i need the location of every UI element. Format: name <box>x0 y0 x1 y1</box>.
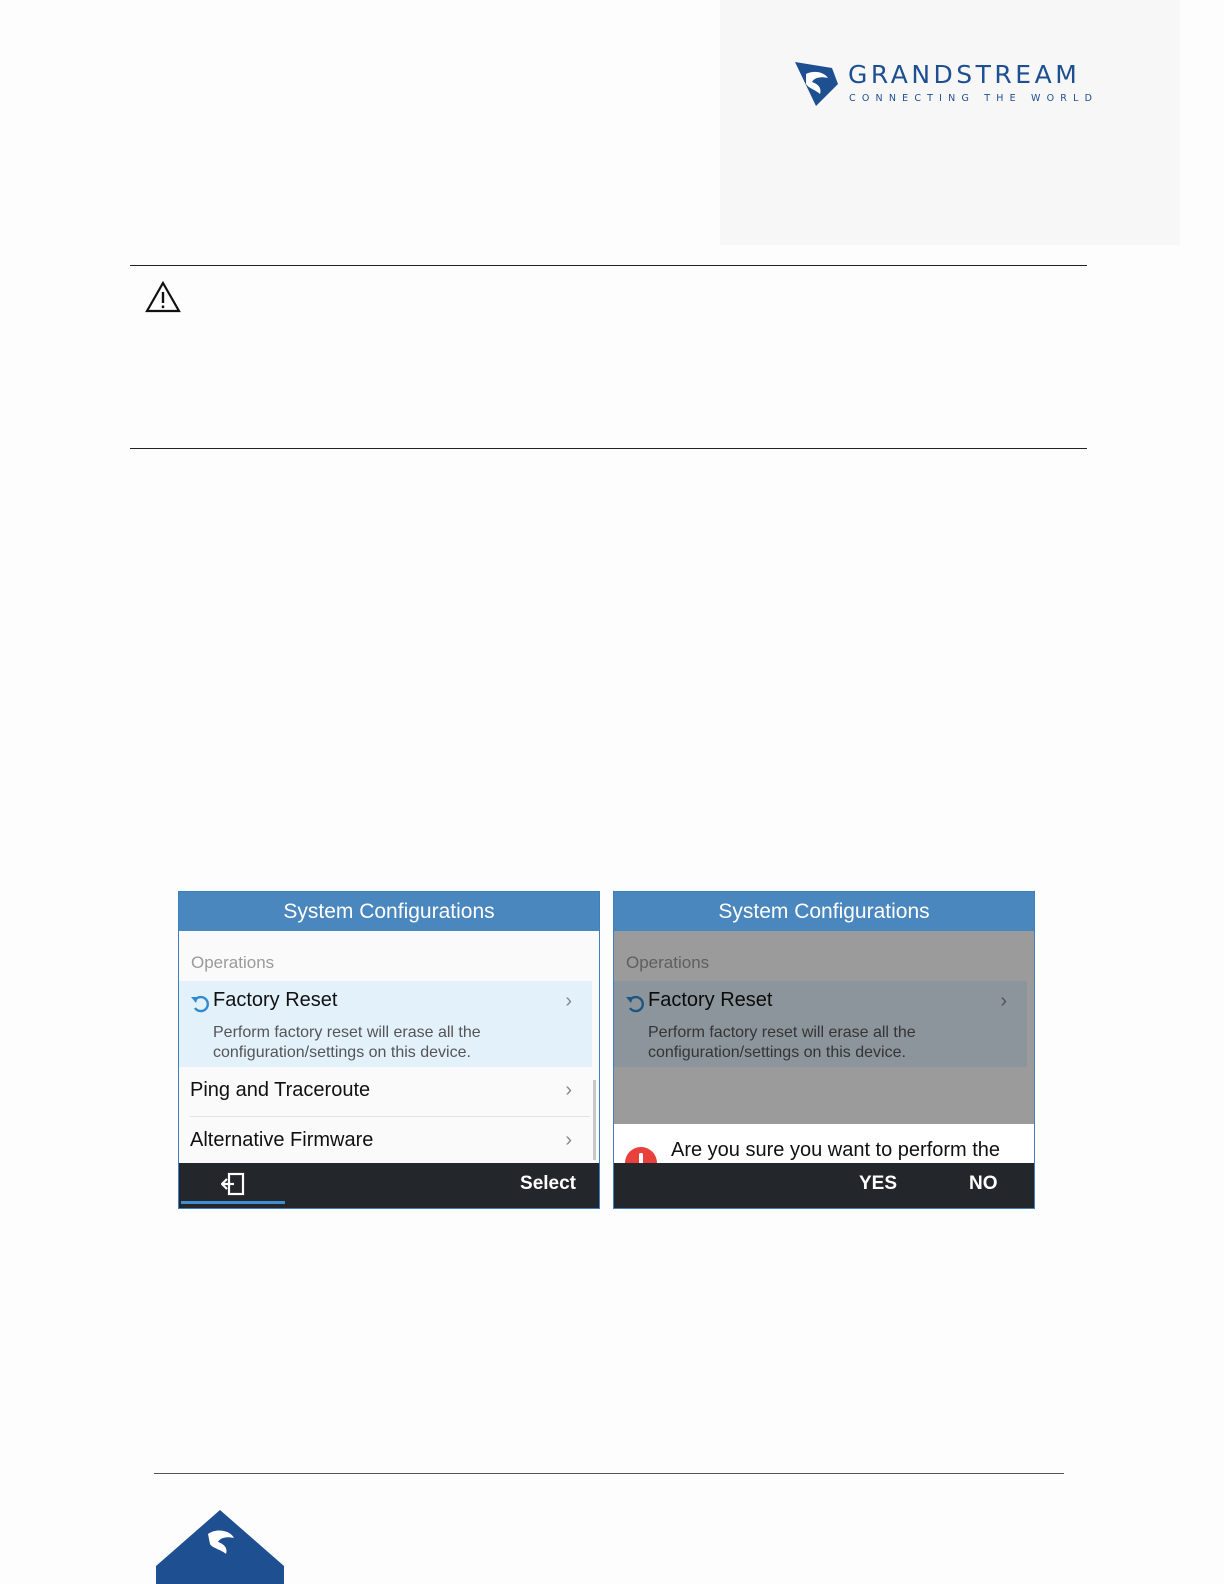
menu-item-description: Perform factory reset will erase all the configuration/settings on this device. <box>648 1024 916 1061</box>
menu-item-label: Alternative Firmware <box>190 1129 374 1151</box>
menu-item-label: Ping and Traceroute <box>190 1079 371 1101</box>
menu-item-label: Factory Reset <box>648 989 773 1011</box>
brand-tagline: CONNECTING THE WORLD <box>849 93 1099 104</box>
factory-reset-confirm-screen <box>613 891 1035 1209</box>
footer-divider <box>154 1473 1064 1474</box>
chevron-right-icon: › <box>565 1129 572 1151</box>
screen-title: System Configurations <box>614 892 1034 931</box>
warning-icon <box>145 281 181 313</box>
dialog-message: Are you sure you want to perform the <box>671 1139 1001 1161</box>
chevron-right-icon: › <box>1000 990 1007 1012</box>
select-softkey[interactable]: Select <box>520 1173 576 1194</box>
chevron-right-icon: › <box>565 1079 572 1101</box>
settings-list <box>179 931 599 1163</box>
footer-logo-mark <box>156 1510 284 1584</box>
modal-backdrop <box>614 931 1034 1124</box>
section-label-operations: Operations <box>191 953 275 972</box>
menu-item-alternative-firmware[interactable] <box>179 1117 592 1163</box>
screen-title: System Configurations <box>179 892 599 931</box>
system-configurations-screen <box>178 891 600 1209</box>
menu-item-ping-traceroute[interactable] <box>179 1067 592 1115</box>
menu-item-label: Factory Reset <box>213 989 338 1011</box>
section-label-operations: Operations <box>626 953 710 972</box>
chevron-right-icon: › <box>565 990 572 1012</box>
softkey-bar <box>179 1163 599 1208</box>
reset-icon <box>190 993 212 1015</box>
grandstream-logo <box>792 58 1122 110</box>
grandstream-logo-mark <box>792 58 840 108</box>
softkey-focus-indicator <box>181 1201 285 1204</box>
brand-name: GRANDSTREAM <box>848 60 1081 89</box>
header-background <box>720 0 1180 245</box>
scrollbar[interactable] <box>593 1080 596 1160</box>
menu-item-description: Perform factory reset will erase all the configuration/settings on this device. <box>213 1024 481 1061</box>
note-bottom-divider <box>130 448 1087 449</box>
menu-item-factory-reset[interactable] <box>179 981 592 1067</box>
back-exit-icon[interactable] <box>221 1172 247 1196</box>
no-softkey[interactable]: NO <box>969 1173 998 1194</box>
note-top-divider <box>130 265 1087 266</box>
yes-softkey[interactable]: YES <box>859 1173 898 1194</box>
softkey-bar <box>614 1163 1034 1208</box>
settings-list <box>614 931 1034 1163</box>
